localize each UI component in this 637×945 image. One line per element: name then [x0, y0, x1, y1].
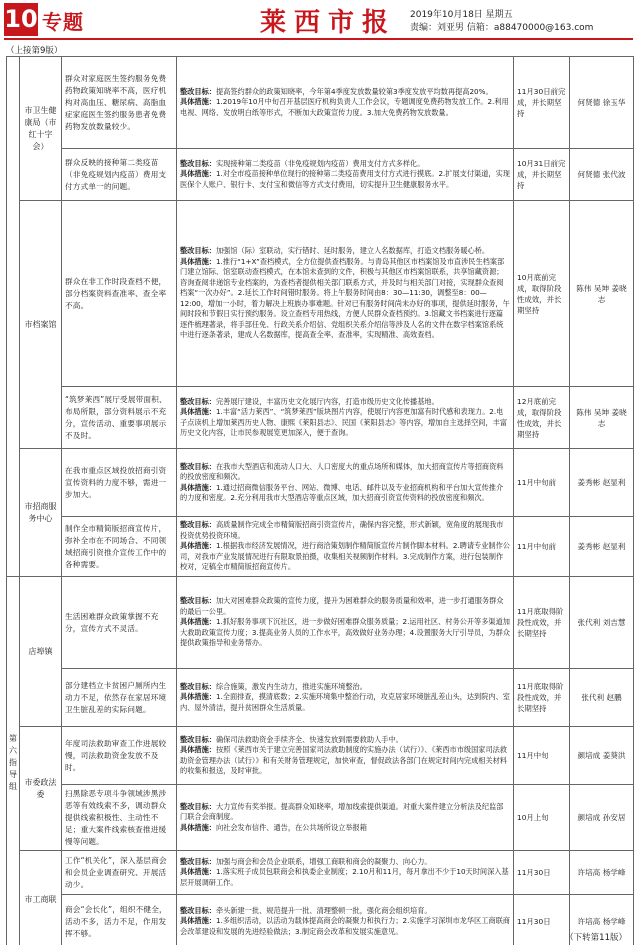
measures-text: 1.落实班子成员包联商会和执委企业制度；2.10月和11月，每月拿出不少于10天时间深入基层开展调研工作。 — [180, 867, 509, 887]
measures-label: 具体措施： — [180, 745, 216, 754]
measures-label: 具体措施： — [180, 692, 216, 702]
goal-label: 整改目标： — [180, 801, 216, 811]
goal-label: 整改目标： — [180, 596, 216, 606]
responsible-cell: 何贤德 张代波 — [570, 149, 634, 201]
rectification-table — [6, 56, 634, 945]
continued-from: （上接第9版） — [6, 46, 63, 56]
table-row — [7, 851, 634, 895]
table-row — [7, 577, 634, 669]
responsible-cell: 张代利 刘吉慧 — [570, 577, 634, 669]
measures-label: 具体措施： — [180, 617, 216, 627]
unit-cell: 市委政法委 — [20, 727, 62, 851]
measures-label: 具体措施： — [180, 541, 216, 551]
continued-to: （下转第11版） — [565, 933, 627, 943]
goal-label: 整改目标： — [180, 246, 216, 256]
measure-cell — [177, 895, 514, 945]
measure-cell — [177, 669, 514, 727]
measure-cell — [177, 449, 514, 517]
measures-text: 1.根据我市经济发展情况，进行商洽策划制作精简版宣传片制作脚本材料。2.聘请专业制作公司，对我市产业发展情况进行有限取景拍摄，收集相关视频制作材料。3.完成制作方案，进行包装制作校对，定稿全市精简版招商宣传片。 — [180, 541, 510, 572]
deadline-cell: 11月中旬前 — [514, 517, 570, 577]
dateline: 2019年10月18日 星期五 — [410, 10, 513, 20]
measures-label: 具体措施： — [180, 482, 216, 492]
measure-cell — [177, 577, 514, 669]
goal-text: 在我市大型酒店和流动人口大、人口密度大的重点场所和媒体，加大招商宣传片等招商资料的投放密度和频次。 — [180, 461, 504, 481]
measure-cell — [177, 785, 514, 851]
table-row — [7, 449, 634, 517]
issue-cell: 群众反映的接种第二类疫苗（非免疫规划内疫苗）费用支付方式单一的问题。 — [62, 149, 177, 201]
measures-text: 向社会发布信件、通告，在公共场所设立举报箱 — [215, 822, 367, 832]
issue-cell: 年度司法救助审查工作进展较慢，司法救助资金发放不及时。 — [62, 727, 177, 785]
issue-cell: 商会“会长化”，组织不健全，活动不多，活力不足，作用发挥不够。 — [62, 895, 177, 945]
responsible-cell: 张代利 赵鹏 — [570, 669, 634, 727]
issue-cell: 部分建档立卡贫困户厕所内生动力不足，依然存在家居环境卫生脏乱差的实际问题。 — [62, 669, 177, 727]
goal-label: 整改目标： — [180, 86, 216, 96]
goal-text: 高质量制作完成全市精简版招商引资宣传片，确保内容完整，形式新颖，宽角度的展现我市投资优势投资环境。 — [180, 520, 504, 540]
responsible-cell: 姜秀彬 赵显利 — [570, 449, 634, 517]
goal-label: 整改目标： — [180, 681, 216, 691]
deadline-cell: 11月30日 — [514, 895, 570, 945]
measure-cell — [177, 201, 514, 387]
table-row — [7, 669, 634, 727]
goal-text: 提高签约群众的政策知晓率，今年第4季度发放数量较第3季度发放平均数再提高20%。 — [215, 86, 493, 96]
deadline-cell: 11月30日 — [514, 851, 570, 895]
measures-label: 具体措施： — [180, 169, 216, 179]
deadline-cell: 11月30日前完成，并长期坚持 — [514, 57, 570, 149]
group-cell-upper — [7, 57, 20, 577]
table-row — [7, 727, 634, 785]
measure-cell — [177, 851, 514, 895]
goal-label: 整改目标： — [180, 520, 216, 530]
goal-label: 整改目标： — [180, 158, 216, 168]
responsible-cell: 姜秀彬 赵显利 — [570, 517, 634, 577]
table-row — [7, 149, 634, 201]
unit-cell: 市卫生健康局（市红十字会） — [20, 57, 62, 201]
responsible-cell: 许培高 杨学峰 — [570, 851, 634, 895]
deadline-cell: 11月底取得阶段性成效，并长期坚持 — [514, 577, 570, 669]
measures-label: 具体措施： — [180, 256, 216, 266]
measures-text: 1.全面排查，摸清底数；2.实施环境集中整治行动，攻克居家环境脏乱差山头，达到院内、室内、屋外清洁，提升贫困群众生活质量。 — [180, 692, 510, 712]
goal-text: 综合施策，激发内生动力，推进实施环境整治。 — [215, 681, 367, 691]
responsible-cell: 何贤德 徐玉华 — [570, 57, 634, 149]
measures-label: 具体措施： — [180, 822, 216, 832]
measures-text: 1.抓好服务事项下沉社区，进一步做好困难群众服务质量；2.运用社区、村务公开等多渠道加大救助政策宣传力度；3.提高业务人员的工作水平，高效做好业务办理；4.设置服务大厅引导员，为群众提供政策指导和业务帮办。 — [180, 617, 510, 648]
measures-text: 1.多组织活动，以活动为载体提高商会的凝聚力和执行力；2.实施学习深圳市龙华区工商联商会改革建设和发展的先进经验做法；3.制定商会改革和发展实施意见。 — [180, 916, 510, 936]
goal-text: 牵头新建一批、规范提升一批、清理整顿一批，强化商会组织培育。 — [215, 905, 432, 915]
table-row — [7, 517, 634, 577]
table-row — [7, 785, 634, 851]
measures-text: 1.通过招商微信服务平台、网站、微博、电话、邮件以及专业招商机构和平台加大宣传推介的力度和密度。2.充分利用我市大型酒店等重点区域，加大招商引资宣传资料的投放密度和频次。 — [180, 482, 504, 502]
deadline-cell: 10月上旬 — [514, 785, 570, 851]
measures-label: 具体措施： — [180, 867, 216, 877]
deadline-cell: 10月31日前完成，并长期坚持 — [514, 149, 570, 201]
issue-cell: “筑梦莱西”展厅受展带面积、布局所限，部分资料展示不充分，宣传活动、重要事项展示不及时。 — [62, 387, 177, 449]
deadline-cell: 11月中旬前 — [514, 449, 570, 517]
goal-text: 大力宣传有奖举报。提高群众知晓率，增加线索提供渠道。对重大案件建立分析法及纪监部门联合会商制度。 — [180, 801, 504, 822]
page-header — [0, 0, 637, 40]
unit-cell: 店埠镇 — [20, 577, 62, 727]
issue-cell: 群众对家庭医生签约服务免费药物政策知晓率不高，医疗机构对高血压、糖尿病、高脂血症家庭医生签约服务患者免费药物发放数量较少。 — [62, 57, 177, 149]
goal-text: 确保司法救助资金手续齐全、快速发放到需要救助人手中。 — [215, 734, 403, 744]
masthead-logo: 莱西市报 — [260, 8, 397, 38]
issue-cell: 生活困难群众政策掌握不充分，宣传方式不灵活。 — [62, 577, 177, 669]
deadline-cell: 11月底取得阶段性成效，并长期坚持 — [514, 669, 570, 727]
measure-cell — [177, 149, 514, 201]
responsible-cell: 许培高 杨学峰 — [570, 895, 634, 945]
issue-cell: 群众在非工作时段查档不便，部分档案资料查准率、查全率不高。 — [62, 201, 177, 387]
goal-label: 整改目标： — [180, 905, 216, 915]
goal-label: 整改目标： — [180, 734, 216, 744]
deadline-cell: 11月中旬 — [514, 727, 570, 785]
editor-info: 责编：刘亚男 信箱：a88470000@163.com — [410, 23, 594, 33]
responsible-cell: 颜培成 姜葵洪 — [570, 727, 634, 785]
unit-cell: 市档案馆 — [20, 201, 62, 449]
table-row — [7, 57, 634, 149]
goal-label: 整改目标： — [180, 396, 216, 406]
deadline-cell: 10月底前完成，取得阶段性成效，并长期坚持 — [514, 201, 570, 387]
goal-label: 整改目标： — [180, 856, 216, 866]
page-number: 10 — [4, 3, 38, 36]
measure-cell — [177, 517, 514, 577]
responsible-cell: 颜培成 孙安居 — [570, 785, 634, 851]
measure-cell — [177, 387, 514, 449]
table-row — [7, 201, 634, 387]
table-row — [7, 895, 634, 945]
measures-text: 1.2019年10月中旬召开基层医疗机构负责人工作会议，专题调度免费药物发放工作。2.利用电视、网络、发放明白纸等形式，不断加大政策宣传力度。3.加大免费药物发放数量。 — [180, 97, 509, 117]
measures-label: 具体措施： — [180, 97, 216, 107]
unit-cell: 市招商服务中心 — [20, 449, 62, 577]
table-row — [7, 387, 634, 449]
measure-cell — [177, 727, 514, 785]
responsible-cell: 陈伟 吴坤 姜晓志 — [570, 201, 634, 387]
deadline-cell: 12月底前完成，取得阶段性成效，并长期坚持 — [514, 387, 570, 449]
group-cell: 第六指导组 — [7, 577, 20, 945]
measures-text: 按照《莱西市关于建立完善国家司法救助制度的实施办法（试行）》、《莱西市市级国家司法救助资金管理办法（试行）》和有关财务管理规定，加快审查，督促政法各部门在规定时间内完成相关材料的收集和报送，及时审批。 — [180, 745, 508, 775]
goal-text: 加强与商会和会员企业联系，增强工商联和商会的凝聚力、向心力。 — [215, 856, 432, 866]
measures-label: 具体措施： — [180, 916, 216, 926]
goal-text: 实现接种第二类疫苗（非免疫规划内疫苗）费用支付方式多样化。 — [215, 158, 425, 168]
goal-text: 加大对困难群众政策的宣传力度，提升为困难群众的服务质量和效率，进一步打通服务群众的最后一公里。 — [180, 596, 504, 616]
measure-cell — [177, 57, 514, 149]
issue-cell: 在我市重点区域投放招商引资宣传资料的力度不够，需进一步加大。 — [62, 449, 177, 517]
measures-text: 1.丰富“活力莱西”、“筑梦莱西”版块图片内容，使展厅内容更加富有时代感和表现力。2.电子点读机上增加莱西历史人物、康熙《莱阳县志》、民国《莱阳县志》等内容，增加自主选择空间，丰富历史文化内容，让市民参观展览更加深入，便于查询。 — [180, 407, 508, 437]
goal-label: 整改目标： — [180, 461, 216, 471]
header-divider — [4, 38, 633, 40]
issue-cell: 制作全市精简版招商宣传片，弥补全市在不同场合、不同领域招商引资推介宣传工作中的各种需要。 — [62, 517, 177, 577]
measures-text: 1.对全市疫苗接种单位现行的接种第二类疫苗费用支付方式进行摸底。2.扩展支付渠道，实现医保个人账户、银行卡、支付宝和微信等方式支付费用，切实提升卫生健康服务水平。 — [180, 169, 510, 189]
section-title: 专题 — [42, 10, 84, 34]
goal-text: 完善展厅建设，丰富历史文化展厅内容，打造市级历史文化传播基地。 — [215, 396, 439, 406]
responsible-cell: 陈伟 吴坤 姜晓志 — [570, 387, 634, 449]
goal-text: 加强馆（际）室联动，实行错时、延时服务，建立人名数据库，打造文档服务暖心桥。 — [215, 246, 490, 256]
issue-cell: 扫黑除恶专项斗争领域涉黑涉恶等有效线索不多，调动群众提供线索积极性、主动性不足；重大案件线索核查推进缓慢等问题。 — [62, 785, 177, 851]
unit-cell: 市工商联 — [20, 851, 62, 945]
measures-text: 1.推行“1+X”查档模式，全方位提供查档服务。与青岛其他区市档案馆及市直涉民生档案部门建立馆际、馆室联动查档模式，在本馆未查到的文件，积极与其他区市档案馆联系，共享馆藏资源；咨询查阅非递馆专业档案的，为查档者提供相关部门联系方式，并及时与相关部门对接，实现群众查阅档案“一次办好”。2.延长工作时间错时服务。将上午服务时间由8：30—11:30，调整至8：00—12:00，增加一小时，着力解决上班族办事难题。针对已有服务时间尚未办好的事项，提供延时服务，午间时段和节假日实行预约服务。设立查档专用热线，方便人民群众查档预约。3.馆藏文书档案进行逐篇逐件梳理著录，将手部任免、行政关系介绍信、党组织关系介绍信等涉及人名的文件在数字档案馆系统中进行逐条著录，建成人名数据库，提高查全率、查准率，实现精准、高效查档。 — [180, 256, 510, 340]
issue-cell: 工作“机关化”，深入基层商会和会员企业调查研究、开展活动少。 — [62, 851, 177, 895]
measures-label: 具体措施： — [180, 407, 216, 416]
